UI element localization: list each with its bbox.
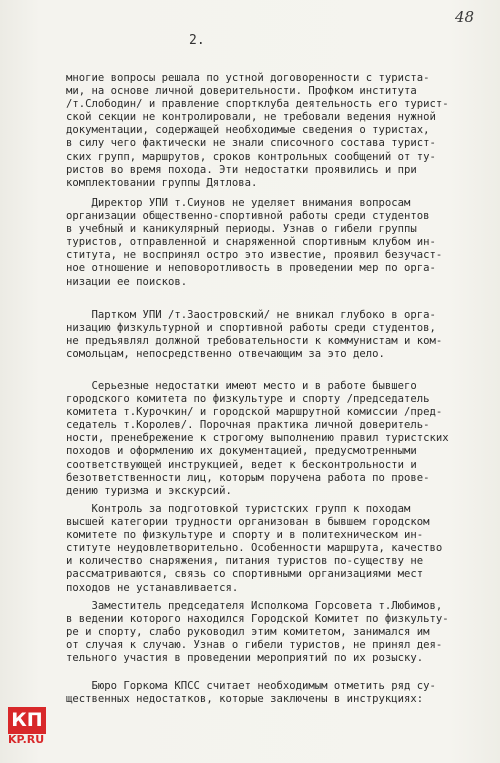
paragraph-3: Партком УПИ /т.Заостровский/ не вникал глубоко в орга- низацию физкультурной и спортивной работы среди студентов, не предъявлял должной требовательности к коммунистам и ком- сомольцам, непосредственно отвечающим за это дело. xyxy=(66,309,443,361)
paragraph-4: Серьезные недостатки имеют место и в работе бывшего городского комитета по физкультуре и спорту /председатель комитета т.Курочкин/ и городской маршрутной комиссии /пред- седатель т.Королев/. Порочная практика личной доверитель- ности, пренебрежение к строгому выполнению правил туристских походов и оформлению их документацией, предусмотренными соответствующей инструкцией, ведет к бесконтрольности и безответственности лиц, которым поручена работа по прове- дению туризма и экскурсий. xyxy=(66,380,449,497)
paragraph-7: Бюро Горкома КПСС считает необходимым отметить ряд су- щественных недостатков, которые заключены в инструкциях: xyxy=(66,680,436,706)
page-number: 2. xyxy=(189,33,205,48)
paragraph-1: многие вопросы решала по устной договоренности с туриста- ми, на основе личной доверительности. Профком института /т.Слободин/ и правление спортклуба деятельность его турист- ской секции не контролировали, не требовали ведения нужной документации, содержащей необходимые сведения о туристах, в силу чего фактически не знали списочного состава турист- ских групп, маршрутов, сроков контрольных сообщений от ту- ристов во время похода. Эти недостатки проявились и при комплектовании группы Дятлова. xyxy=(66,72,449,189)
handwritten-sheet-number: 48 xyxy=(455,8,475,26)
kp-watermark-logo xyxy=(8,703,56,749)
logo-kp-text: КП xyxy=(11,709,43,731)
logo-site-text: KP.RU xyxy=(8,733,45,746)
paragraph-5: Контроль за подготовкой туристских групп к походам высшей категории трудности организован в бывшем городском комитете по физкультуре и спорту и в политехническом ин- ституте неудовлетворительно. Особенности маршрута, качество и количество снаряжения, питания туристов по-существу не рассматриваются, связь со спортивными организациями мест походов не устанавливается. xyxy=(66,503,443,594)
paragraph-6: Заместитель председателя Исполкома Горсовета т.Любимов, в ведении которого находился Городской Комитет по физкульту- ре и спорту, слабо руководил этим комитетом, занимался им от случая к случаю. Узнав о гибели туристов, не принял дея- тельного участия в проведении мероприятий по их розыску. xyxy=(66,600,449,665)
paragraph-2: Директор УПИ т.Сиунов не уделяет внимания вопросам организации общественно-спортивной работы среди студентов в учебный и каникулярный периоды. Узнав о гибели группы туристов, отправленной и снаряженной спортивным клубом ин- ститута, не воспринял остро это известие, проявил безучаст- ное отношение и неповоротливость в проведении мер по орга- низации ее поисков. xyxy=(66,197,443,288)
